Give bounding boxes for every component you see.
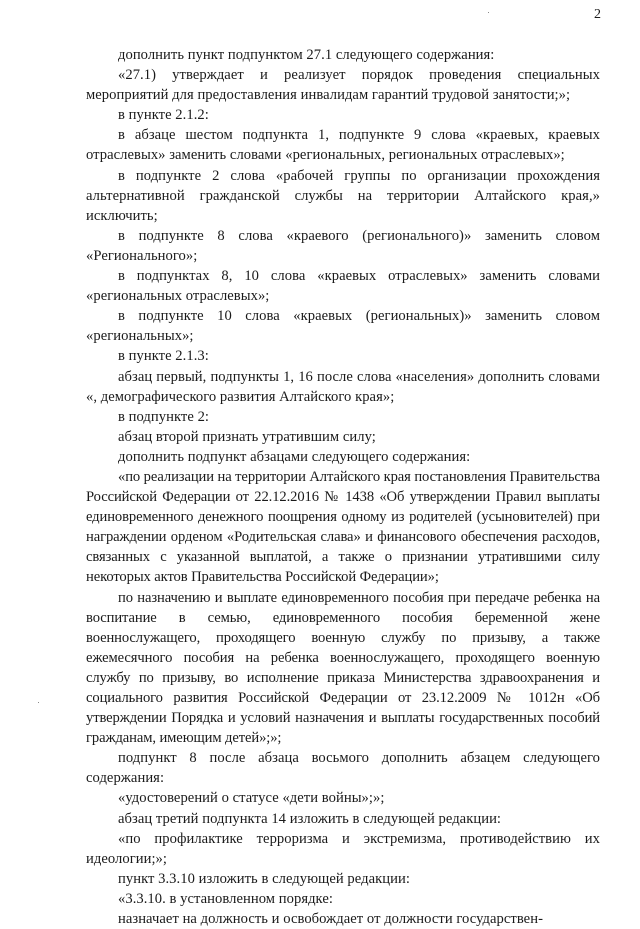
- paragraph: дополнить подпункт абзацами следующего содержания:: [118, 448, 471, 465]
- paragraph: пункт 3.3.10 изложить в следующей редакции:: [118, 870, 410, 887]
- paragraph: назначает на должность и освобождает от должности государствен-: [118, 911, 543, 928]
- paragraph: абзац третий подпункта 14 изложить в следующей редакции:: [118, 810, 502, 827]
- paragraph: в подпунктах 8, 10 слова «краевых отраслевых» заменить словами «региональных отраслевых»;: [86, 268, 600, 305]
- paragraph: по назначению и выплате единовременного пособия при передаче ребенка на воспитание в семью, единовременного пособия беременной жене военнослужащего, проходящего военную службу по призыву, а также ежемесячного пособия на ребенка военнослужащего, проходящего военную службу по призыву, во исполнение приказа Министерства здравоохранения и социального развития Российской Федерации от 23.12.2009 № 1012н «Об утверждении Порядка и условий назначения и выплаты государственных пособий гражданам, имеющим детей»;»;: [86, 589, 600, 747]
- paragraph: абзац первый, подпункты 1, 16 после слова «населения» дополнить словами «, демографического развития Алтайского края»;: [86, 368, 600, 405]
- page-number: 2: [594, 7, 601, 22]
- paragraph: в пункте 2.1.3:: [118, 348, 209, 365]
- scan-speck: [488, 12, 489, 13]
- paragraph: «по профилактике терроризма и экстремизма, противодействию их идеологии;»;: [86, 830, 600, 867]
- paragraph: в подпункте 2 слова «рабочей группы по организации прохождения альтернативной гражданской службы на территории Алтайского края,» исключить;: [86, 167, 600, 224]
- paragraph: в подпункте 2:: [118, 408, 210, 425]
- paragraph: «по реализации на территории Алтайского края постановления Правительства Российской Федерации от 22.12.2016 № 1438 «Об утверждении Правил выплаты единовременного денежного поощрения одному из родителей (усыновителей) при награждении орденом «Родительская слава» и финансового обеспечения расходов, связанных с указанной выплатой, а также о признании утратившими силу некоторых актов Правительства Российской Федерации»;: [86, 468, 601, 586]
- paragraph: «удостоверений о статусе «дети войны»;»;: [118, 790, 385, 807]
- paragraph: дополнить пункт подпунктом 27.1 следующего содержания:: [118, 47, 495, 63]
- paragraph: подпункт 8 после абзаца восьмого дополнить абзацем следующего содержания:: [86, 750, 600, 787]
- paragraph: в абзаце шестом подпункта 1, подпункте 9 слова «краевых, краевых отраслевых» заменить словами «региональных, региональных отраслевых»;: [86, 127, 600, 164]
- paragraph: «3.3.10. в установленном порядке:: [118, 890, 333, 907]
- paragraph: в пункте 2.1.2:: [118, 107, 209, 124]
- document-body: [86, 45, 600, 929]
- paragraph: в подпункте 8 слова «краевого (регионального)» заменить словом «Регионального»;: [86, 227, 600, 264]
- scan-speck: [38, 702, 39, 703]
- paragraph: в подпункте 10 слова «краевых (региональных)» заменить словом «региональных»;: [86, 308, 600, 345]
- paragraph: абзац второй признать утратившим силу;: [118, 428, 376, 445]
- paragraph: «27.1) утверждает и реализует порядок проведения специальных мероприятий для предоставления инвалидам гарантий трудовой занятости;»;: [86, 67, 600, 104]
